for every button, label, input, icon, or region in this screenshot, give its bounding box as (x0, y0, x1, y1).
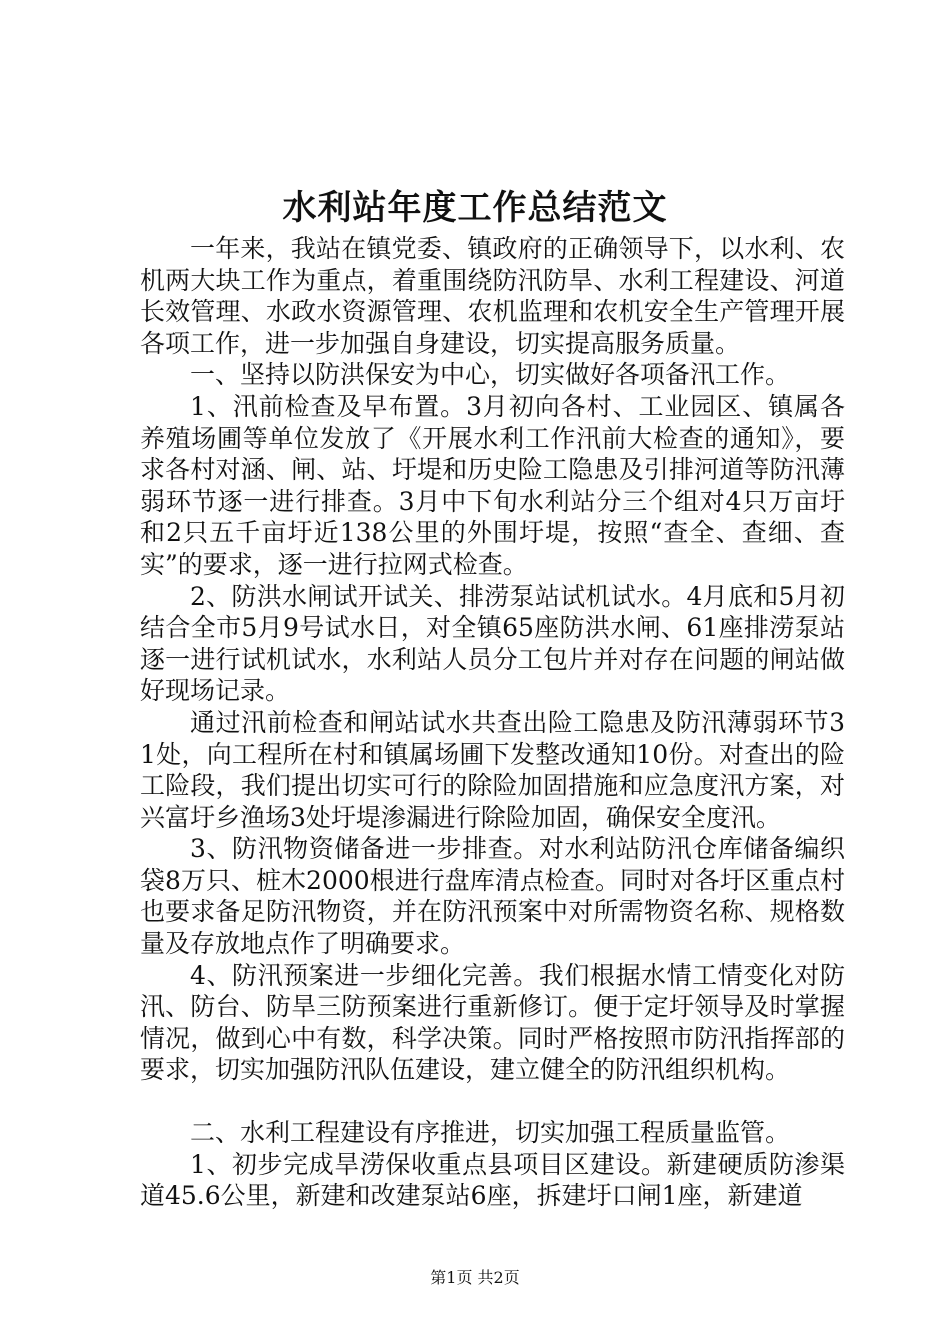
paragraph-section-1-heading: 一、坚持以防洪保安为中心，切实做好各项备汛工作。 (190, 360, 791, 390)
paragraph-item-3: 3、防汛物资储备进一步排查。对水利站防汛仓库储备编织袋8万只、桩木2000根进行盘库清点检查。同时对各圩区重点村也要求备足防汛物资，并在防汛预案中对所需物资名称、规格数量及存放地点作了明确要求。 (140, 834, 845, 959)
paragraph-section-2-item-1: 1、初步完成旱涝保收重点县项目区建设。新建硬质防渗渠道45.6公里，新建和改建泵站6座，拆建圩口闸1座，新建道 (140, 1149, 845, 1211)
page-footer: 第1页 共2页 (430, 1268, 520, 1287)
document-title: 水利站年度工作总结范文 (282, 188, 668, 228)
paragraph-section-2-heading: 二、水利工程建设有序推进，切实加强工程质量监管。 (190, 1118, 791, 1148)
paragraph-item-2: 2、防洪水闸试开试关、排涝泵站试机试水。4月底和5月初结合全市5月9号试水日，对全镇65座防洪水闸、61座排涝泵站逐一进行试机试水，水利站人员分工包片并对存在问题的闸站做好现场记录。 (140, 581, 845, 706)
paragraph-item-4: 4、防汛预案进一步细化完善。我们根据水情工情变化对防汛、防台、防旱三防预案进行重新修订。便于定圩领导及时掌握情况，做到心中有数，科学决策。同时严格按照市防汛指挥部的要求，切实加强防汛队伍建设，建立健全的防汛组织机构。 (140, 960, 845, 1085)
paragraph-inspection-result: 通过汛前检查和闸站试水共查出险工隐患及防汛薄弱环节31处，向工程所在村和镇属场圃下发整改通知10份。对查出的险工险段，我们提出切实可行的除险加固措施和应急度汛方案，对兴富圩乡渔场3处圩堤渗漏进行除险加固，确保安全度汛。 (140, 707, 845, 832)
paragraph-item-1: 1、汛前检查及早布置。3月初向各村、工业园区、镇属各养殖场圃等单位发放了《开展水利工作汛前大检查的通知》，要求各村对涵、闸、站、圩堤和历史险工隐患及引排河道等防汛薄弱环节逐一进行排查。3月中下旬水利站分三个组对4只万亩圩和2只五千亩圩近138公里的外围圩堤，按照“查全、查细、查实”的要求，逐一进行拉网式检查。 (140, 391, 845, 579)
document-body (140, 233, 845, 1212)
paragraph-intro: 一年来，我站在镇党委、镇政府的正确领导下，以水利、农机两大块工作为重点，着重围绕防汛防旱、水利工程建设、河道长效管理、水政水资源管理、农机监理和农机安全生产管理开展各项工作，进一步加强自身建设，切实提高服务质量。 (140, 234, 845, 358)
